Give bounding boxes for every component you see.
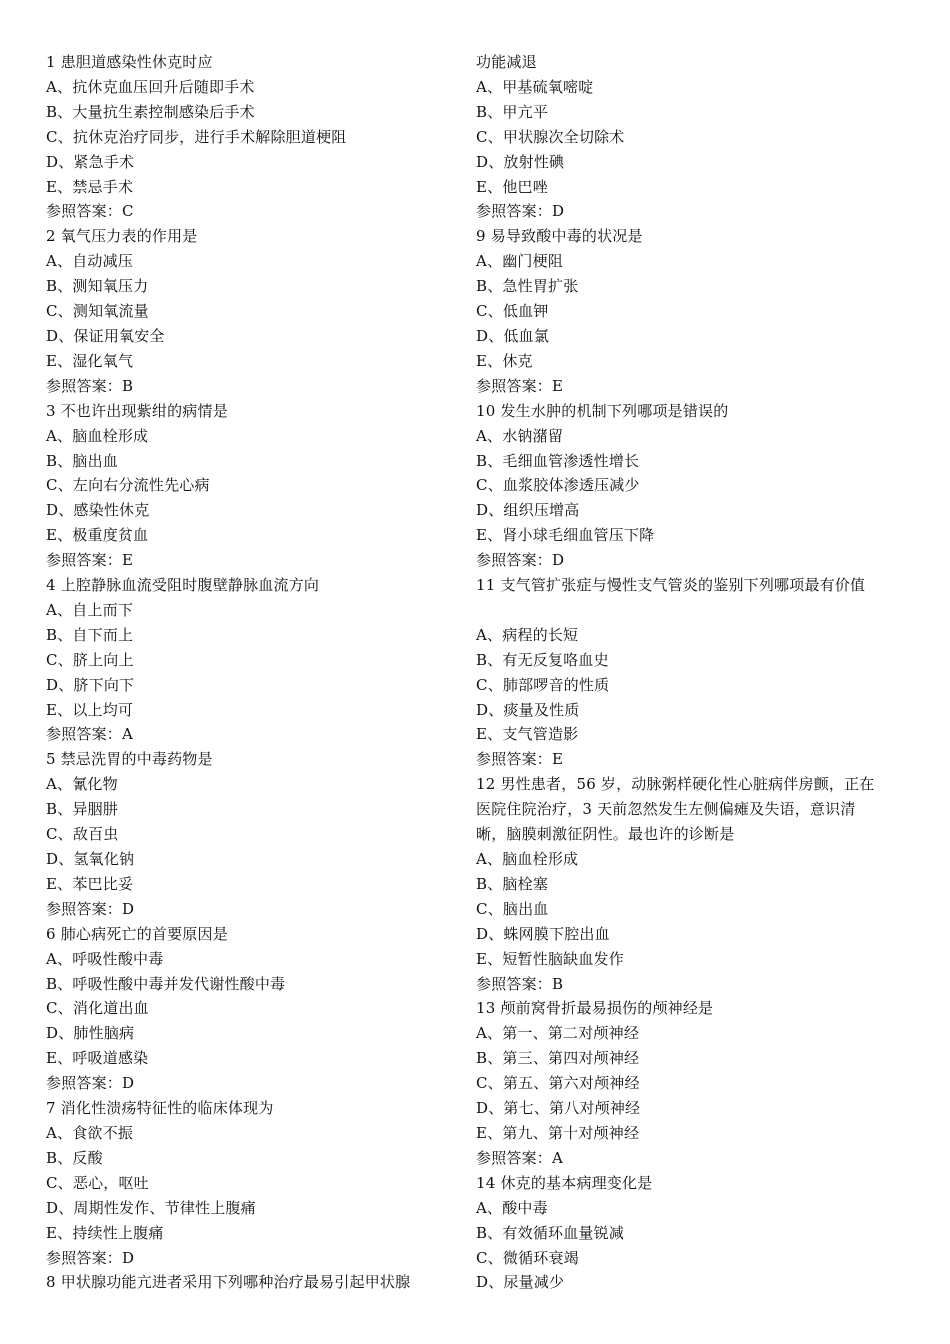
answer-option: E、以上均可 bbox=[46, 700, 134, 719]
answer-option: C、甲状腺次全切除术 bbox=[476, 127, 625, 146]
question-text: 10 发生水肿的机制下列哪项是错误的 bbox=[476, 401, 729, 420]
answer-option: B、甲亢平 bbox=[476, 102, 549, 121]
answer-option: A、脑血栓形成 bbox=[476, 850, 579, 868]
reference-answer: 参照答案：D bbox=[476, 202, 565, 221]
reference-answer: 参照答案：D bbox=[46, 1074, 135, 1093]
question-text: 11 支气管扩张症与慢性支气管炎的鉴别下列哪项最有价值 bbox=[476, 576, 866, 595]
question-text: 晰，脑膜刺激征阴性。最也许的诊断是 bbox=[476, 825, 735, 844]
question-text: 1 患胆道感染性休克时应 bbox=[46, 53, 213, 71]
answer-option: A、酸中毒 bbox=[476, 1198, 548, 1217]
answer-option: C、抗休克治疗同步，进行手术解除胆道梗阻 bbox=[46, 127, 347, 146]
reference-answer: 参照答案：C bbox=[46, 202, 134, 221]
answer-option: A、呼吸性酸中毒 bbox=[46, 949, 164, 968]
answer-option: E、肾小球毛细血管压下降 bbox=[476, 526, 655, 545]
answer-option: C、第五、第六对颅神经 bbox=[476, 1074, 640, 1093]
answer-option: D、氢氧化钠 bbox=[46, 850, 135, 868]
answer-option: B、脑出血 bbox=[46, 451, 119, 470]
question-text: 8 甲状腺功能亢进者采用下列哪种治疗最易引起甲状腺 bbox=[46, 1273, 411, 1292]
answer-option: B、大量抗生素控制感染后手术 bbox=[46, 102, 255, 121]
answer-option: A、脑血栓形成 bbox=[46, 426, 149, 445]
question-text: 6 肺心病死亡的首要原因是 bbox=[46, 924, 228, 943]
answer-option: A、抗休克血压回升后随即手术 bbox=[46, 77, 255, 96]
question-text: 4 上腔静脉血流受阻时腹壁静脉血流方向 bbox=[46, 576, 320, 595]
answer-option: D、尿量减少 bbox=[476, 1273, 565, 1292]
answer-option: E、短暂性脑缺血发作 bbox=[476, 949, 624, 968]
answer-option: E、他巴唑 bbox=[476, 177, 548, 196]
answer-option: A、幽门梗阻 bbox=[476, 252, 564, 271]
answer-option: B、有无反复咯血史 bbox=[476, 650, 609, 669]
answer-option: E、休克 bbox=[476, 351, 533, 370]
answer-option: D、低血氯 bbox=[476, 326, 550, 345]
question-text: 9 易导致酸中毒的状况是 bbox=[476, 227, 643, 246]
answer-option: C、脐上向上 bbox=[46, 650, 134, 669]
answer-option: A、第一、第二对颅神经 bbox=[476, 1024, 640, 1043]
question-text: 14 休克的基本病理变化是 bbox=[476, 1173, 653, 1192]
answer-option: E、持续性上腹痛 bbox=[46, 1223, 164, 1242]
question-text: 7 消化性溃疡特征性的临床体现为 bbox=[46, 1099, 274, 1118]
question-text: 13 颅前窝骨折最易损伤的颅神经是 bbox=[476, 999, 714, 1018]
answer-option: B、异胭肼 bbox=[46, 800, 119, 819]
question-text: 5 禁忌洗胃的中毒药物是 bbox=[46, 750, 213, 769]
answer-option: D、脐下向下 bbox=[46, 675, 135, 694]
answer-option: C、消化道出血 bbox=[46, 999, 149, 1018]
answer-option: B、第三、第四对颅神经 bbox=[476, 1049, 640, 1068]
answer-option: C、左向右分流性先心病 bbox=[46, 476, 210, 495]
answer-option: B、有效循环血量锐减 bbox=[476, 1223, 625, 1242]
answer-option: C、恶心，呕吐 bbox=[46, 1173, 149, 1192]
answer-option: A、水钠潴留 bbox=[476, 426, 564, 445]
answer-option: E、苯巴比妥 bbox=[46, 874, 134, 893]
reference-answer: 参照答案：E bbox=[476, 376, 564, 395]
answer-option: B、急性胃扩张 bbox=[476, 277, 579, 296]
answer-option: B、测知氧压力 bbox=[46, 277, 149, 296]
answer-option: D、组织压增高 bbox=[476, 501, 580, 520]
answer-option: C、脑出血 bbox=[476, 899, 549, 918]
answer-option: D、肺性脑病 bbox=[46, 1024, 135, 1043]
answer-option: C、低血钾 bbox=[476, 302, 549, 321]
answer-option: C、血浆胶体渗透压减少 bbox=[476, 476, 640, 495]
answer-option: C、肺部啰音的性质 bbox=[476, 675, 610, 694]
answer-option: D、痰量及性质 bbox=[476, 700, 580, 719]
answer-option: A、氰化物 bbox=[46, 775, 118, 794]
answer-option: E、湿化氧气 bbox=[46, 351, 134, 370]
answer-option: E、支气管造影 bbox=[476, 725, 579, 744]
reference-answer: 参照答案：D bbox=[46, 1248, 135, 1267]
reference-answer: 参照答案：A bbox=[476, 1148, 564, 1167]
answer-option: D、第七、第八对颅神经 bbox=[476, 1099, 641, 1118]
answer-option: D、保证用氧安全 bbox=[46, 326, 165, 345]
answer-option: B、脑栓塞 bbox=[476, 874, 549, 893]
answer-option: C、敌百虫 bbox=[46, 825, 119, 844]
answer-option: A、病程的长短 bbox=[476, 625, 579, 644]
blank-line bbox=[476, 598, 916, 623]
answer-option: B、毛细血管渗透性增长 bbox=[476, 451, 640, 470]
answer-option: E、禁忌手术 bbox=[46, 177, 134, 196]
reference-answer: 参照答案：E bbox=[46, 551, 134, 570]
question-text: 3 不也许出现紫绀的病情是 bbox=[46, 401, 228, 420]
answer-option: D、周期性发作、节律性上腹痛 bbox=[46, 1198, 256, 1217]
answer-option: B、反酸 bbox=[46, 1148, 103, 1167]
reference-answer: 参照答案：D bbox=[46, 899, 135, 918]
answer-option: C、微循环衰竭 bbox=[476, 1248, 579, 1267]
question-text: 医院住院治疗，3 天前忽然发生左侧偏瘫及失语，意识清 bbox=[476, 800, 856, 819]
answer-option: C、测知氧流量 bbox=[46, 302, 149, 321]
reference-answer: 参照答案：D bbox=[476, 551, 565, 570]
answer-option: E、第九、第十对颅神经 bbox=[476, 1123, 640, 1142]
reference-answer: 参照答案：A bbox=[46, 725, 134, 744]
answer-option: A、自上而下 bbox=[46, 600, 134, 619]
answer-option: E、极重度贫血 bbox=[46, 526, 149, 545]
answer-option: E、呼吸道感染 bbox=[46, 1049, 149, 1068]
answer-option: D、紧急手术 bbox=[46, 152, 135, 171]
answer-option: A、自动减压 bbox=[46, 252, 134, 271]
answer-option: A、食欲不振 bbox=[46, 1123, 134, 1142]
answer-option: D、感染性休克 bbox=[46, 501, 150, 520]
answer-option: B、呼吸性酸中毒并发代谢性酸中毒 bbox=[46, 974, 286, 993]
question-text: 2 氧气压力表的作用是 bbox=[46, 227, 198, 246]
question-text: 12 男性患者，56 岁，动脉粥样硬化性心脏病伴房颤，正在 bbox=[476, 775, 875, 794]
reference-answer: 参照答案：E bbox=[476, 750, 564, 769]
answer-option: B、自下而上 bbox=[46, 625, 134, 644]
question-text: 功能减退 bbox=[476, 53, 537, 71]
answer-option: D、蛛网膜下腔出血 bbox=[476, 924, 610, 943]
answer-option: D、放射性碘 bbox=[476, 152, 565, 171]
reference-answer: 参照答案：B bbox=[46, 376, 134, 395]
left-column bbox=[46, 50, 466, 1295]
answer-option: A、甲基硫氧嘧啶 bbox=[476, 77, 594, 96]
right-column bbox=[476, 50, 916, 1295]
reference-answer: 参照答案：B bbox=[476, 974, 564, 993]
